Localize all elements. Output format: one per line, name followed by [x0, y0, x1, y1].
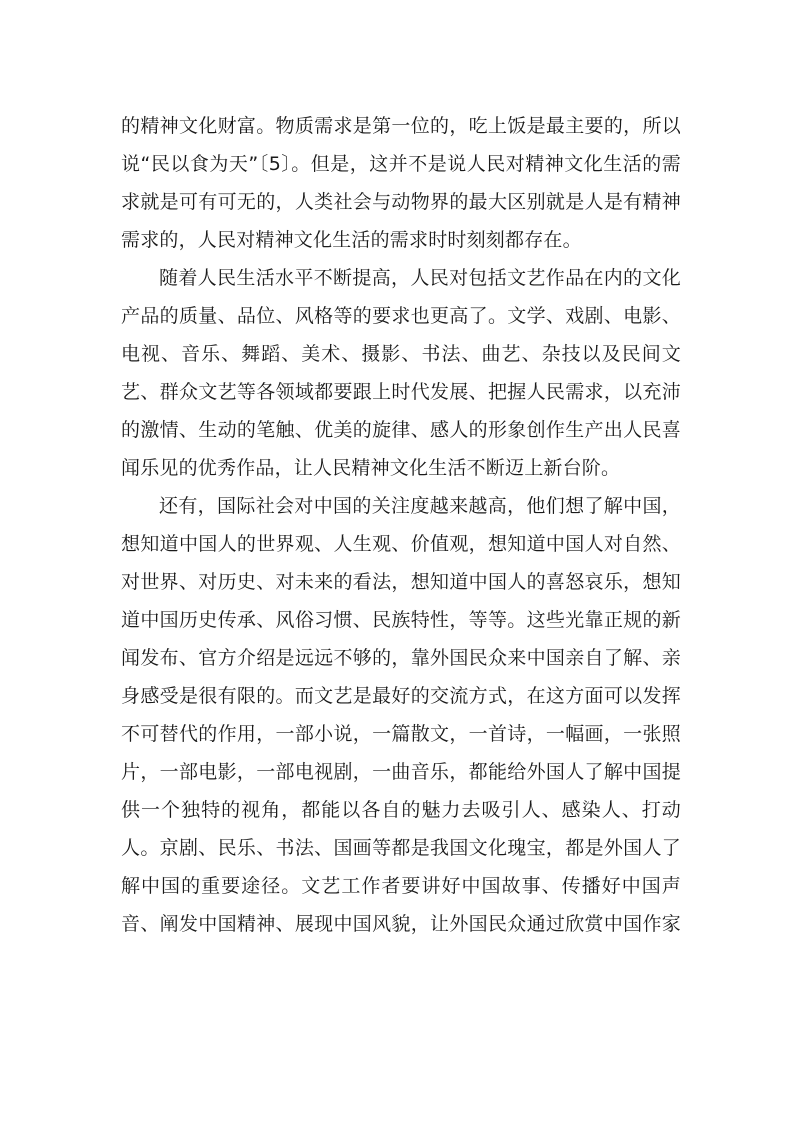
- text-line: 的精神文化财富。物质需求是第一位的，吃上饭是最主要的，所以: [121, 115, 681, 137]
- text-line: 随着人民生活水平不断提高，人民对包括文艺作品在内的文化: [159, 267, 681, 289]
- text-line: 想知道中国人的世界观、人生观、价值观，想知道中国人对自然、: [121, 533, 681, 555]
- text-line: 需求的，人民对精神文化生活的需求时时刻刻都存在。: [121, 229, 582, 251]
- text-line: 不可替代的作用，一部小说，一篇散文，一首诗，一幅画，一张照: [121, 723, 681, 745]
- text-line: 道中国历史传承、风俗习惯、民族特性，等等。这些光靠正规的新: [121, 609, 681, 631]
- body-text: [121, 107, 681, 943]
- text-line: 闻发布、官方介绍是远远不够的，靠外国民众来中国亲自了解、亲: [121, 647, 681, 669]
- text-line: 音、阐发中国精神、展现中国风貌，让外国民众通过欣赏中国作家: [121, 913, 681, 935]
- text-line: 人。京剧、民乐、书法、国画等都是我国文化瑰宝，都是外国人了: [121, 837, 681, 859]
- text-line: 艺、群众文艺等各领域都要跟上时代发展、把握人民需求，以充沛: [121, 381, 681, 403]
- text-line: 电视、音乐、舞蹈、美术、摄影、书法、曲艺、杂技以及民间文: [121, 343, 681, 365]
- text-line: 解中国的重要途径。文艺工作者要讲好中国故事、传播好中国声: [121, 875, 681, 897]
- text-line: 产品的质量、品位、风格等的要求也更高了。文学、戏剧、电影、: [121, 305, 681, 327]
- text-line: 片，一部电影，一部电视剧，一曲音乐，都能给外国人了解中国提: [121, 761, 681, 783]
- text-line: 说“民以食为天”〔5〕。但是，这并不是说人民对精神文化生活的需: [121, 153, 681, 175]
- text-line: 供一个独特的视角，都能以各自的魅力去吸引人、感染人、打动: [121, 799, 681, 821]
- text-line: 闻乐见的优秀作品，让人民精神文化生活不断迈上新台阶。: [121, 457, 621, 479]
- text-line: 对世界、对历史、对未来的看法，想知道中国人的喜怒哀乐，想知: [121, 571, 681, 593]
- text-line: 身感受是很有限的。而文艺是最好的交流方式，在这方面可以发挥: [121, 685, 681, 707]
- text-line: 还有，国际社会对中国的关注度越来越高，他们想了解中国，: [159, 495, 681, 517]
- text-line: 的激情、生动的笔触、优美的旋律、感人的形象创作生产出人民喜: [121, 419, 681, 441]
- text-line: 求就是可有可无的，人类社会与动物界的最大区别就是人是有精神: [121, 191, 681, 213]
